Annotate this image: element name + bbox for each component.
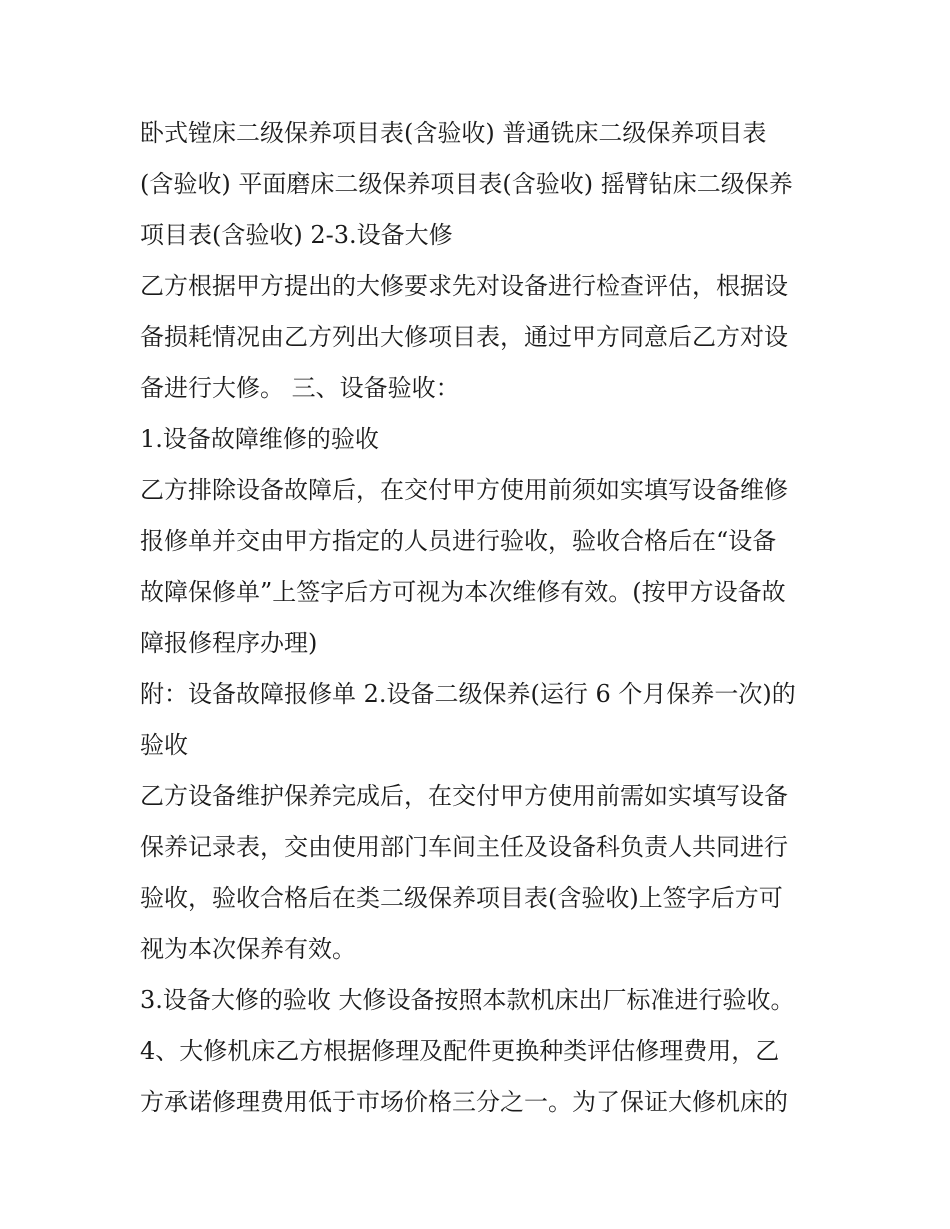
text-line: 故障保修单”上签字后方可视为本次维修有效。(按甲方设备故 xyxy=(140,578,786,606)
text-line: 报修单并交由甲方指定的人员进行验收，验收合格后在“设备 xyxy=(140,527,777,555)
text-line: 验收，验收合格后在类二级保养项目表(含验收)上签字后方可 xyxy=(140,884,783,912)
text-line: 项目表(含验收) 2-3.设备大修 xyxy=(140,221,453,249)
text-line: 视为本次保养有效。 xyxy=(140,935,356,963)
text-line: 备进行大修。 三、设备验收： xyxy=(140,374,460,402)
text-line: 乙方根据甲方提出的大修要求先对设备进行检查评估，根据设 xyxy=(140,272,788,300)
text-line: 验收 xyxy=(140,731,188,759)
text-line: 备损耗情况由乙方列出大修项目表，通过甲方同意后乙方对设 xyxy=(140,323,788,351)
text-line: 方承诺修理费用低于市场价格三分之一。为了保证大修机床的 xyxy=(140,1088,788,1116)
document-body xyxy=(140,108,820,1128)
text-line: 障报修程序办理) xyxy=(140,629,318,657)
text-line: 保养记录表，交由使用部门车间主任及设备科负责人共同进行 xyxy=(140,833,788,861)
text-line: 3.设备大修的验收 大修设备按照本款机床出厂标准进行验收。 xyxy=(140,986,795,1014)
text-line: (含验收) 平面磨床二级保养项目表(含验收) 摇臂钻床二级保养 xyxy=(140,170,793,198)
text-line: 乙方设备维护保养完成后，在交付甲方使用前需如实填写设备 xyxy=(140,782,788,810)
text-line: 乙方排除设备故障后，在交付甲方使用前须如实填写设备维修 xyxy=(140,476,788,504)
text-line: 4、大修机床乙方根据修理及配件更换种类评估修理费用，乙 xyxy=(140,1037,780,1065)
text-line: 附：设备故障报修单 2.设备二级保养(运行 6 个月保养一次)的 xyxy=(140,680,796,708)
text-line: 卧式镗床二级保养项目表(含验收) 普通铣床二级保养项目表 xyxy=(140,119,767,147)
text-line: 1.设备故障维修的验收 xyxy=(140,425,379,453)
